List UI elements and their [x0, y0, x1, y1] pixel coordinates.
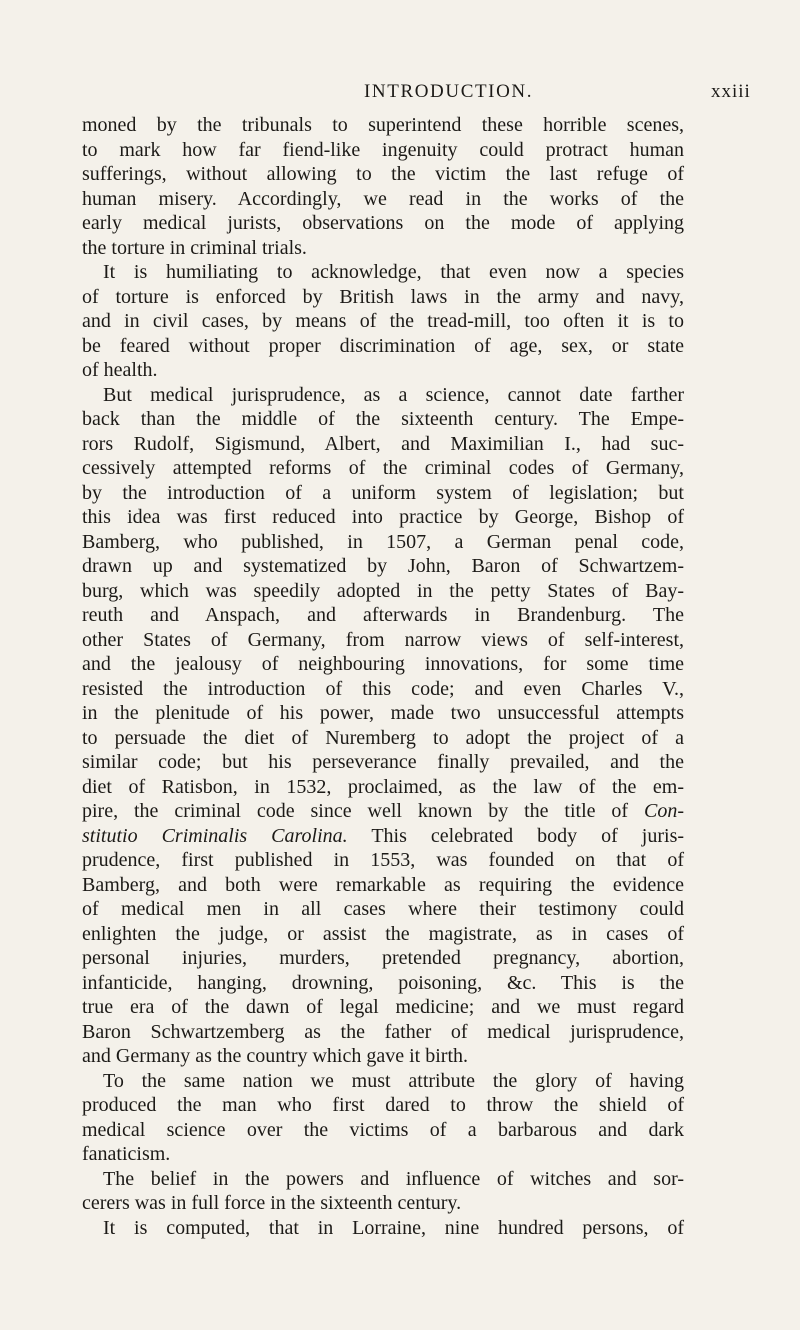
text-line: It is humiliating to acknowledge, that even now a species — [103, 261, 684, 283]
text-line: reuth and Anspach, and afterwards in Brandenburg. The — [82, 604, 684, 626]
text-line: of torture is enforced by British laws in the army and navy, — [82, 285, 684, 308]
text-line: true era of the dawn of legal medicine; and we must regard — [82, 996, 684, 1018]
text-line: medical science over the victims of a barbarous and dark — [82, 1118, 684, 1141]
text-line: of health. — [82, 359, 158, 381]
text-line: of medical men in all cases where their testimony could — [82, 898, 684, 920]
text-line: this idea was first reduced into practice by George, Bishop of — [82, 506, 684, 528]
text-line: resisted the introduction of this code; and even Charles V., — [82, 677, 684, 700]
text-line: personal injuries, murders, pretended pregnancy, abortion, — [82, 947, 684, 969]
text-line: cerers was in full force in the sixteenth century. — [82, 1192, 462, 1214]
text-line: by the introduction of a uniform system of legislation; but — [82, 481, 684, 504]
text-line: early medical jurists, observations on the mode of applying — [82, 212, 684, 234]
text-line: and in civil cases, by means of the tread-mill, too often it is to — [82, 310, 684, 332]
text-line: drawn up and systematized by John, Baron of Schwartzem- — [82, 555, 684, 577]
text-line: enlighten the judge, or assist the magistrate, as in cases of — [82, 922, 684, 945]
text-line: diet of Ratisbon, in 1532, proclaimed, as the law of the em- — [82, 775, 684, 798]
text-line: human misery. Accordingly, we read in the works of the — [82, 187, 684, 210]
text-line: The belief in the powers and influence of witches and sor- — [103, 1167, 684, 1190]
text-line: similar code; but his perseverance finally prevailed, and the — [82, 751, 684, 773]
text-line: infanticide, hanging, drowning, poisoning, &c. This is the — [82, 971, 684, 994]
text-line: to persuade the diet of Nuremberg to adopt the project of a — [82, 726, 684, 749]
text-line: the torture in criminal trials. — [82, 236, 307, 259]
text-line: and Germany as the country which gave it birth. — [82, 1045, 468, 1067]
text-line: and the jealousy of neighbouring innovations, for some time — [82, 653, 684, 675]
text-line: pire, the criminal code since well known by the title of Con- — [82, 800, 684, 822]
body-text — [82, 113, 684, 1240]
text-line: But medical jurisprudence, as a science, cannot date farther — [103, 383, 684, 406]
text-line: fanaticism. — [82, 1143, 171, 1165]
text-line: in the plenitude of his power, made two unsuccessful attempts — [82, 702, 684, 724]
text-line: Bamberg, and both were remarkable as requiring the evidence — [82, 873, 684, 896]
text-line: To the same nation we must attribute the glory of having — [103, 1069, 684, 1092]
text-line: Bamberg, who published, in 1507, a German penal code, — [82, 530, 684, 553]
text-line: sufferings, without allowing to the victim the last refuge of — [82, 163, 684, 185]
text-line: other States of Germany, from narrow views of self-interest, — [82, 628, 684, 651]
text-line: produced the man who first dared to throw the shield of — [82, 1094, 684, 1116]
text-line: be feared without proper discrimination of age, sex, or state — [82, 334, 684, 357]
running-head — [0, 81, 800, 103]
text-line: prudence, first published in 1553, was founded on that of — [82, 849, 684, 871]
text-line: Baron Schwartzemberg as the father of medical jurisprudence, — [82, 1020, 684, 1043]
text-line: stitutio Criminalis Carolina. This celebrated body of juris- — [82, 824, 685, 847]
running-head-title: INTRODUCTION. — [364, 81, 534, 102]
text-line: It is computed, that in Lorraine, nine hundred persons, of — [103, 1216, 684, 1239]
text-line: rors Rudolf, Sigismund, Albert, and Maximilian I., had suc- — [82, 432, 684, 455]
text-line: moned by the tribunals to superintend these horrible scenes, — [82, 114, 684, 136]
text-line: cessively attempted reforms of the criminal codes of Germany, — [82, 457, 684, 479]
text-line: back than the middle of the sixteenth century. The Empe- — [82, 408, 684, 430]
page-number: xxiii — [711, 81, 751, 102]
text-line: to mark how far fiend-like ingenuity could protract human — [82, 138, 684, 161]
text-line: burg, which was speedily adopted in the petty States of Bay- — [82, 579, 684, 602]
